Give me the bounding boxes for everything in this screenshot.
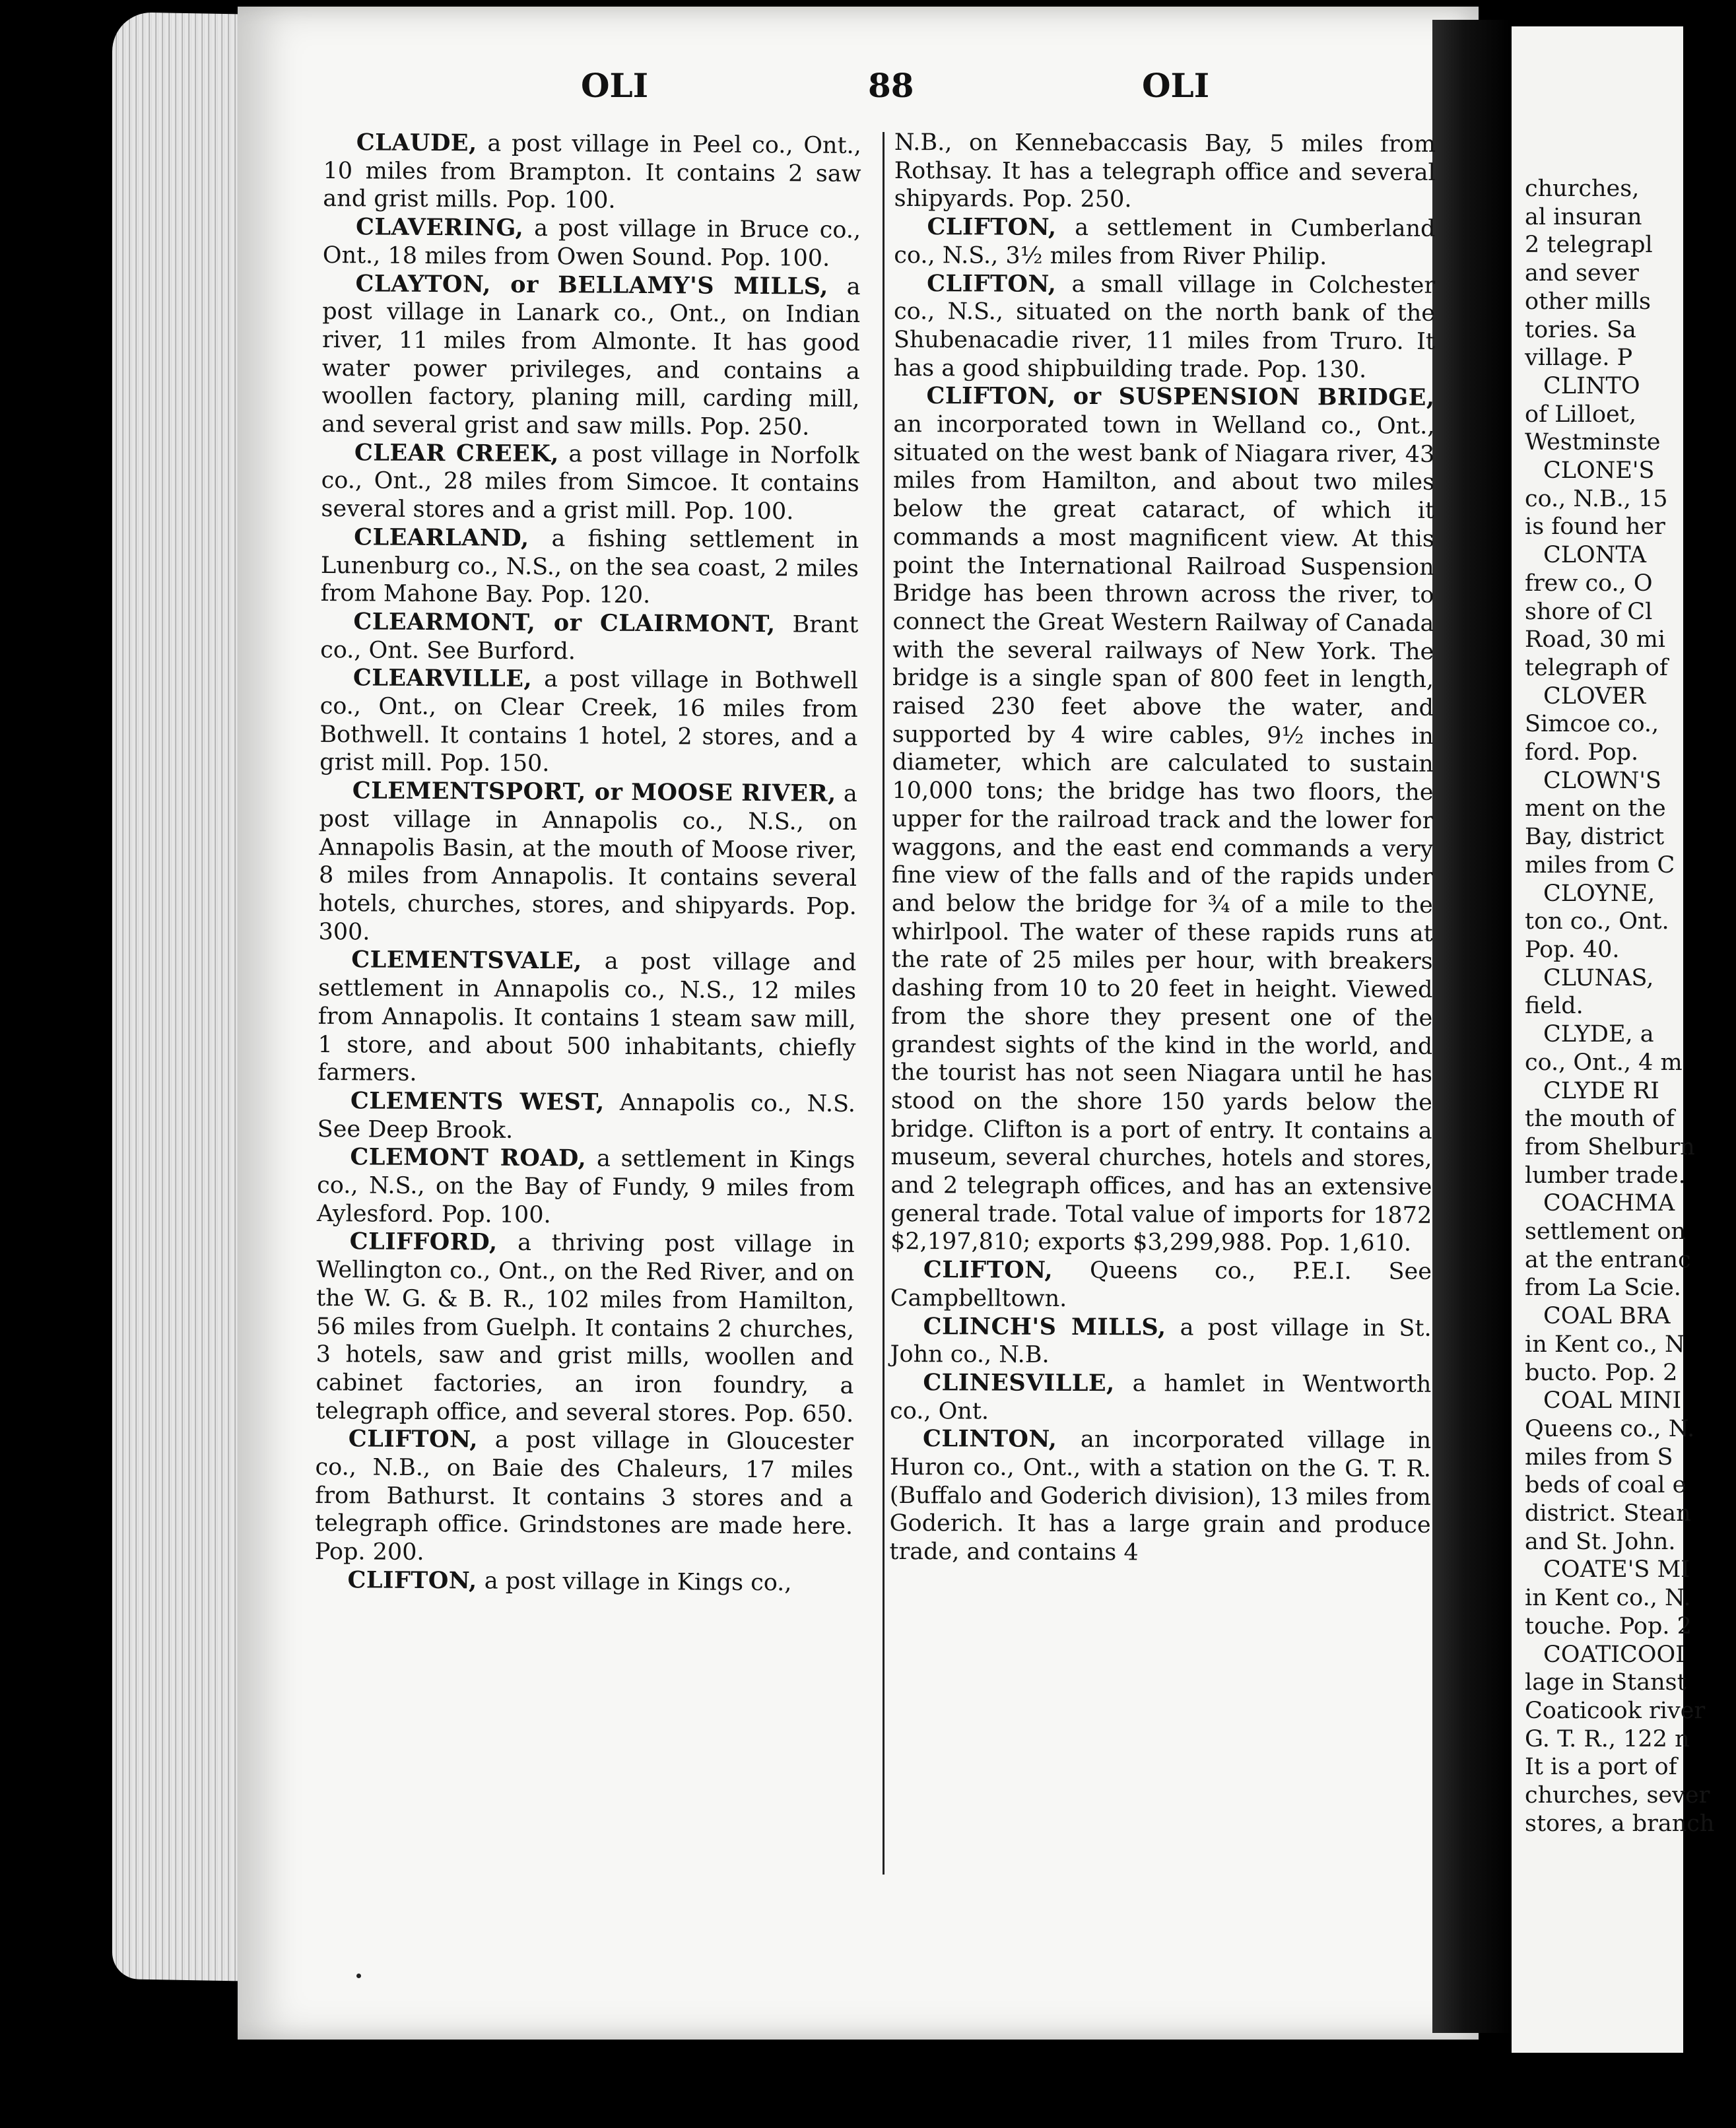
facing-page-line: miles from C [1525, 851, 1675, 879]
gazetteer-entry [894, 213, 1435, 271]
facing-page-text [1525, 175, 1736, 1838]
column-rule [883, 132, 885, 1875]
gazetteer-entry [890, 1313, 1431, 1371]
facing-page-line: co., N.B., 15 [1525, 485, 1668, 512]
facing-page-line: Queens co., N. [1525, 1415, 1695, 1442]
gazetteer-entry [321, 439, 859, 527]
facing-page-line: COACHMA [1543, 1190, 1675, 1217]
facing-page-line: Road, 30 mi [1525, 626, 1665, 653]
facing-page-line: and sever [1525, 260, 1639, 287]
facing-page-line: in Kent co., N. [1525, 1585, 1691, 1612]
entry-headword: CLEARMONT, or CLAIRMONT, [353, 608, 776, 638]
facing-page-line: CLINTO [1543, 372, 1640, 399]
facing-page-line: village. P [1525, 345, 1633, 372]
facing-page-line: shore of Cl [1525, 598, 1653, 625]
facing-page-line: bucto. Pop. 2 [1525, 1359, 1678, 1386]
entry-text: a post village in Annapolis co., N.S., on Annapolis Basin, at the mouth of Moose river, 8 miles from Annapolis. It contains several hotels, churches, stores, and shipyards. Pop. 300. [318, 781, 857, 946]
entry-text: a thriving post village in Wellington co., Ont., on the Red River, and on the W. G. & B. R., 102 miles from Hamilton, 56 miles from Guelph. It contains 2 churches, 3 hotels, saw and grist mills, woollen and cabinet factories, an iron foundry, a telegraph office, and several stores. Pop. 650. [316, 1230, 855, 1428]
facing-page-line: the mouth of [1525, 1106, 1675, 1133]
gazetteer-entry [890, 382, 1435, 1258]
gazetteer-entry [320, 608, 859, 667]
facing-page-line: at the entranc [1525, 1246, 1691, 1273]
gazetteer-entry [315, 1425, 853, 1569]
gazetteer-entry [317, 1143, 855, 1231]
gazetteer-entry [318, 777, 857, 949]
facing-page-line: of Lilloet, [1525, 401, 1636, 428]
facing-page-line: ment on the [1525, 795, 1666, 822]
facing-page-line: miles from S [1525, 1444, 1673, 1471]
gazetteer-entry [890, 1256, 1432, 1314]
facing-page-line: Bay, district [1525, 824, 1665, 851]
facing-page-line: CLONTA [1543, 542, 1647, 569]
entry-text: an incorporated village in Huron co., Ont., with a station on the G. T. R. (Buffalo and Goderich division), 13 miles from Goderich. It has a large grain and produce trade, and contains 4 [889, 1426, 1432, 1566]
facing-page-line: touche. Pop. 2 [1525, 1613, 1692, 1640]
gazetteer-entry [319, 664, 858, 780]
facing-page-line: churches, [1525, 176, 1640, 202]
entry-headword: CLINCH'S MILLS, [923, 1312, 1166, 1341]
entry-text: a post village in Peel co., Ont., 10 miles from Brampton. It contains 2 saw and grist mills. Pop. 100. [323, 130, 861, 215]
facing-page-line: field. [1525, 993, 1584, 1020]
entry-text: a post village in St. John co., N.B. [890, 1314, 1432, 1369]
gazetteer-entry [317, 1087, 856, 1147]
facing-page-line: from Shelburn [1525, 1133, 1695, 1160]
gazetteer-entry [321, 523, 859, 611]
entry-headword: CLEARVILLE, [352, 664, 533, 693]
facing-page-line: COAL MINI [1543, 1387, 1682, 1414]
gazetteer-entry [890, 1369, 1431, 1427]
entry-headword: CLIFTON, [923, 1256, 1053, 1284]
entry-headword: CLAYTON, or BELLAMY'S MILLS, [355, 269, 829, 300]
facing-page-line: CLUNAS, [1543, 964, 1654, 991]
facing-page-line: other mills [1525, 288, 1651, 315]
facing-page-line: Westminste [1525, 429, 1661, 456]
entry-headword: CLIFTON, [348, 1425, 479, 1453]
entry-headword: CLIFTON, [927, 269, 1057, 298]
facing-page-line: 2 telegrapl [1525, 232, 1653, 259]
facing-page-line: co., Ont., 4 m [1525, 1049, 1683, 1076]
facing-page-line: Coaticook river [1525, 1697, 1706, 1724]
entry-headword: CLIFTON, [927, 213, 1057, 241]
entry-text: an incorporated town in Welland co., Ont., situated on the west bank of Niagara river, 43 miles from Hamilton, and about two miles below the great cataract, of which it commands a most magnificent view. At this point the International Railroad Suspension Bridge has been thrown across the river, to connect the Great Western Railway of Canada with the several railways of New York. The bridge is a single span of 800 feet in length, raised 230 feet above the water, and supported by 4 wire cables, 9½ inches in diameter, which are calculated to sustain 10,000 tons; the bridge has two floors, the upper for the railroad track and the lower for waggons, and the east end commands a very fine view of the falls and of the rapids under and below the bridge for ¾ of a mile to the whirlpool. The water of these rapids runs at the rate of 25 miles per hour, with breakers dashing from 10 to 20 feet in height. Viewed from the shore they present one of the grandest sights of the kind in the world, and the tourist has not seen Niagara until he has stood on the shore 150 yards below the bridge. Clifton is a port of entry. It contains a museum, several churches, hotels and stores, and 2 telegraph offices, and has an extensive general trade. Total value of imports for 1872 $2,197,810; exports $3,299,988. Pop. 1,610. [890, 411, 1435, 1257]
entry-headword: CLEMENTS WEST, [350, 1087, 605, 1116]
facing-page-line: COATE'S MI [1543, 1556, 1690, 1583]
entry-text: a post village in Kings co., [484, 1568, 792, 1597]
gazetteer-entry [317, 946, 856, 1090]
gazetteer-entry [894, 270, 1436, 385]
facing-page-line: CLOWN'S [1543, 767, 1661, 794]
left-guide-word: OLI [581, 66, 649, 105]
facing-page-line: stores, a branch [1525, 1810, 1715, 1837]
facing-page-line: CLOYNE, [1543, 880, 1655, 907]
facing-page-line: settlement on [1525, 1218, 1686, 1246]
gazetteer-entry [889, 1425, 1431, 1568]
entry-text: a fishing settlement in Lunenburg co., N.S., on the sea coast, 2 miles from Mahone Bay. Pop. 120. [320, 525, 859, 609]
gazetteer-entry [321, 270, 861, 442]
entry-headword: CLAUDE, [356, 129, 477, 157]
facing-page-line: district. Stean [1525, 1500, 1691, 1527]
entry-headword: CLAVERING, [355, 213, 524, 242]
entry-headword: CLIFTON, or SUSPENSION BRIDGE, [926, 382, 1435, 412]
facing-page-line: al insuran [1525, 203, 1642, 230]
right-guide-word: OLI [1142, 66, 1210, 105]
entry-text: a post village in Bruce co., Ont., 18 miles from Owen Sound. Pop. 100. [322, 215, 861, 272]
facing-page-line: Pop. 40. [1525, 936, 1620, 963]
facing-page-line: CLYDE RI [1543, 1077, 1659, 1104]
entry-text: a post village in Norfolk co., Ont., 28 miles from Simcoe. It contains several stores and a grist mill. Pop. 100. [321, 441, 860, 525]
entry-text: a hamlet in Wentworth co., Ont. [890, 1370, 1432, 1425]
entry-text: a post village and settlement in Annapolis co., N.S., 12 miles from Annapolis. It contains 1 steam saw mill, 1 store, and about 500 inhabitants, chiefly farmers. [317, 948, 857, 1087]
entry-text: a post village in Lanark co., Ont., on Indian river, 11 miles from Almonte. It has good water power privileges, and contains a woollen factory, planing mill, carding mill, and several grist and saw mills. Pop. 250. [321, 273, 861, 441]
print-speck [356, 1974, 361, 1978]
continued-entry: N.B., on Kennebaccasis Bay, 5 miles from Rothsay. It has a telegraph office and several shipyards. Pop. 250. [894, 129, 1436, 213]
facing-page-line: It is a port of [1525, 1754, 1677, 1781]
entry-text: Queens co., P.E.I. See Campbelltown. [890, 1257, 1432, 1312]
facing-page-line: Simcoe co., [1525, 711, 1659, 738]
entry-text: Annapolis co., N.S. See Deep Brook. [317, 1089, 856, 1144]
gazetteer-entry [314, 1566, 852, 1598]
facing-page-line: and St. John. [1525, 1528, 1676, 1555]
facing-page-line: is found her [1525, 514, 1665, 541]
facing-page-line: lage in Stanst [1525, 1669, 1686, 1696]
entry-text: a settlement in Cumberland co., N.S., 3½ miles from River Philip. [894, 215, 1436, 271]
facing-page-line: frew co., O [1525, 570, 1653, 597]
left-column [314, 129, 861, 1597]
facing-page-line: CLOVER [1543, 682, 1646, 710]
entry-headword: CLEARLAND, [354, 523, 529, 552]
facing-page-line: in Kent co., N [1525, 1331, 1685, 1358]
running-header [238, 66, 1479, 125]
facing-page-line: CLONE'S [1543, 457, 1655, 484]
entry-text: a settlement in Kings co., N.S., on the Bay of Fundy, 9 miles from Aylesford. Pop. 100. [316, 1145, 855, 1228]
entry-headword: CLIFTON, [347, 1566, 477, 1595]
facing-page-line: beds of coal e [1525, 1472, 1686, 1499]
entry-text: a post village in Bothwell co., Ont., on Clear Creek, 16 miles from Bothwell. It contains 1 hotel, 2 stores, and a grist mill. Pop. 150. [319, 666, 859, 778]
entry-headword: CLEMENTSPORT, or MOOSE RIVER, [352, 777, 836, 807]
gutter-shadow [1432, 20, 1512, 2033]
entry-headword: CLINTON, [922, 1425, 1057, 1453]
facing-page-line: telegraph of [1525, 654, 1668, 681]
right-column [889, 129, 1436, 1568]
facing-page-line: G. T. R., 122 n [1525, 1725, 1690, 1752]
gazetteer-entry [323, 129, 861, 216]
facing-page-line: COATICOOI [1543, 1641, 1685, 1668]
gazetteer-entry [323, 213, 861, 273]
entry-headword: CLEMENTSVALE, [351, 946, 582, 975]
facing-page-line: ford. Pop. [1525, 739, 1639, 766]
facing-page-fragment [1512, 26, 1715, 2053]
entry-text: Brant co., Ont. See Burford. [320, 611, 859, 665]
entry-headword: CLINESVILLE, [923, 1369, 1115, 1397]
entry-headword: CLIFFORD, [349, 1228, 498, 1257]
facing-page-line: COAL BRA [1543, 1303, 1671, 1330]
facing-page-line: tories. Sa [1525, 316, 1636, 343]
facing-page-line: churches, sever [1525, 1782, 1710, 1809]
facing-page-line: ton co., Ont. [1525, 908, 1669, 935]
page-number: 88 [868, 66, 914, 105]
entry-text: a post village in Gloucester co., N.B., on Baie des Chaleurs, 17 miles from Bathurst. It contains 3 stores and a telegraph office. Grindstones are made here. Pop. 200. [314, 1426, 853, 1566]
entry-headword: CLEMONT ROAD, [350, 1143, 587, 1172]
gazetteer-entry [316, 1228, 855, 1428]
entry-headword: CLEAR CREEK, [354, 439, 560, 467]
facing-page-line: CLYDE, a [1543, 1021, 1654, 1048]
facing-page-line: from La Scie. [1525, 1275, 1681, 1302]
facing-page-line: lumber trade. [1525, 1162, 1686, 1189]
entry-text: a small village in Colchester co., N.S., situated on the north bank of the Shubenacadie river, 11 miles from Truro. It has a good shipbuilding trade. Pop. 130. [893, 271, 1436, 383]
